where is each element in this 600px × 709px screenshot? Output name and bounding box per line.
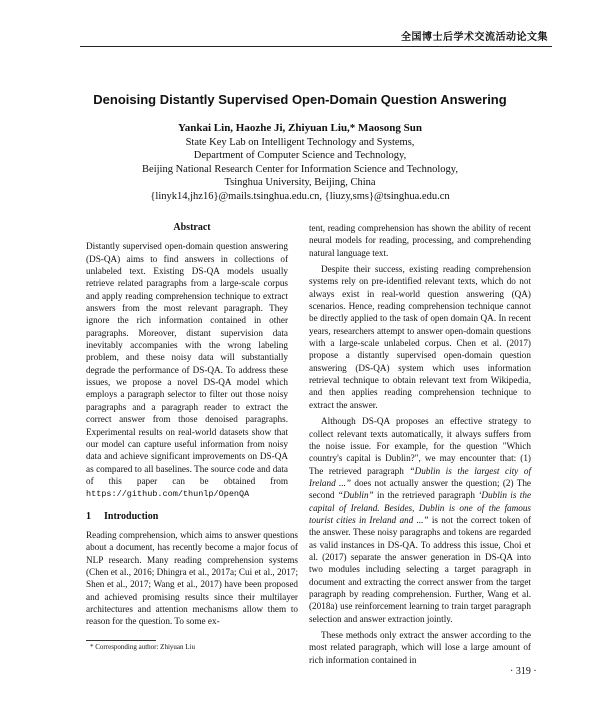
example-quote: “Dublin” — [337, 490, 374, 501]
section-title: Introduction — [104, 510, 159, 522]
footnote: * Corresponding author: Zhiyuan Liu — [90, 643, 195, 651]
intro-paragraph: Reading comprehension, which aims to answer questions about a document, has recently become a major focus of NLP research. Many reading comprehension systems (Chen et al., 2016; Dhingra et al., 2017a; Cui et al., 2017; Shen et al., 2017; Wang et al., 2017) have been proposed and achieved promising results since their multilayer architectures and attention mechanisms allow them to reason for the question. To some ex- — [86, 529, 298, 627]
paragraph-text: Although DS-QA proposes an effective strategy to collect relevant texts automatically, it always suffers from the noise issue. For example, for the question "Which country's capital is Dublin?", we may encounter that: (1) The retrieved paragraph — [309, 416, 531, 476]
paragraph-text: does not actually answer the question; (2) The second — [309, 477, 532, 501]
body-paragraph: These methods only extract the answer according to the most related paragraph, which will lose a large amount of rich information contained in — [309, 630, 531, 665]
footnote-rule — [86, 640, 156, 641]
body-paragraph — [309, 415, 531, 625]
body-paragraph: Despite their success, existing reading comprehension systems rely on pre-identified relevant texts, which do not always exist in real-world question answering (QA) scenarios. Hence, reading comprehension technique cannot be directly applied to the task of open domain QA. In recent years, researchers attempt to answer open-domain questions with a large-scale unlabeled corpus. Chen et al. (2017) propose a distantly supervised open-domain question answering (DS-QA) system which uses information retrieval technique to obtain relevant text from Wikipedia, and then applies reading comprehension technique to extract the answer. — [309, 264, 531, 410]
author-block — [60, 122, 540, 203]
right-column — [309, 222, 531, 666]
left-column — [86, 222, 298, 628]
affiliation-line: Department of Computer Science and Technology, — [193, 150, 407, 161]
paragraph-text: is not the correct token of the answer. These noisy paragraphs and tokens are regarded as valid instances in DS-QA. To address this issue, Choi et al. (2017) separate the answer generation in DS-QA into two modules including selecting a target paragraph in document and extracting the correct answer from the target paragraph by reading comprehension. Further, Wang et al. (2018a) use reinforcement learning to train target paragraph selection and answer extraction jointly. — [309, 514, 532, 624]
author-names: Yankai Lin, Haozhe Ji, Zhiyuan Liu,* Maosong Sun — [178, 122, 422, 134]
paper-title: Denoising Distantly Supervised Open-Domain Question Answering — [93, 92, 507, 107]
affiliation-line: State Key Lab on Intelligent Technology and Systems, — [185, 136, 415, 148]
abstract-body-text: Distantly supervised open-domain question answering (DS-QA) aims to find answers in collections of unlabeled text. Existing DS-QA models usually retrieve related paragraphs from a large-scale corpus and apply reading comprehension technique to extract answers from the most relevant paragraph. They ignore the rich information contained in other paragraphs. Moreover, distant supervision data inevitably accompanies with the wrong labeling problem, and these noisy data will substantially degrade the performance of DS-QA. To address these issues, we propose a novel DS-QA model which employs a paragraph selector to filter out those noisy paragraphs and a paragraph reader to extract the correct answer from those denoised paragraphs. Experimental results on real-world datasets show that our model can capture useful information from noisy data and achieve significant improvements on DS-QA as compared to all baselines. The source code and data of this paper can be obtained from — [86, 241, 288, 486]
section-heading-introduction — [86, 511, 298, 523]
paragraph-text: in the retrieved paragraph — [377, 490, 475, 501]
section-number: 1 — [86, 510, 91, 522]
abstract-text — [86, 240, 288, 500]
author-emails: {linyk14,jhz16}@mails.tsinghua.edu.cn, {liuzy,sms}@tsinghua.edu.cn — [150, 190, 450, 202]
example-quote: “Dublin is the largest city of Ireland ...” — [309, 465, 531, 488]
affiliation-line: Tsinghua University, Beijing, China — [224, 177, 376, 188]
code-url-link[interactable]: https://github.com/thunlp/OpenQA — [86, 489, 250, 500]
example-quote: ‘Dublin is the capital of Ireland. Besides, Dublin is one of the famous tourist cities in Ireland and ...” — [309, 490, 532, 525]
affiliation-line: Beijing National Research Center for Information Science and Technology, — [142, 163, 458, 175]
abstract-heading: Abstract — [173, 222, 211, 233]
header-rule — [80, 46, 552, 47]
running-header: 全国博士后学术交流活动论文集 — [401, 32, 548, 43]
body-paragraph: tent, reading comprehension has shown the ability of recent neural models for reading, processing, and comprehending natural language text. — [309, 223, 531, 258]
page-number: · 319 · — [510, 666, 537, 677]
